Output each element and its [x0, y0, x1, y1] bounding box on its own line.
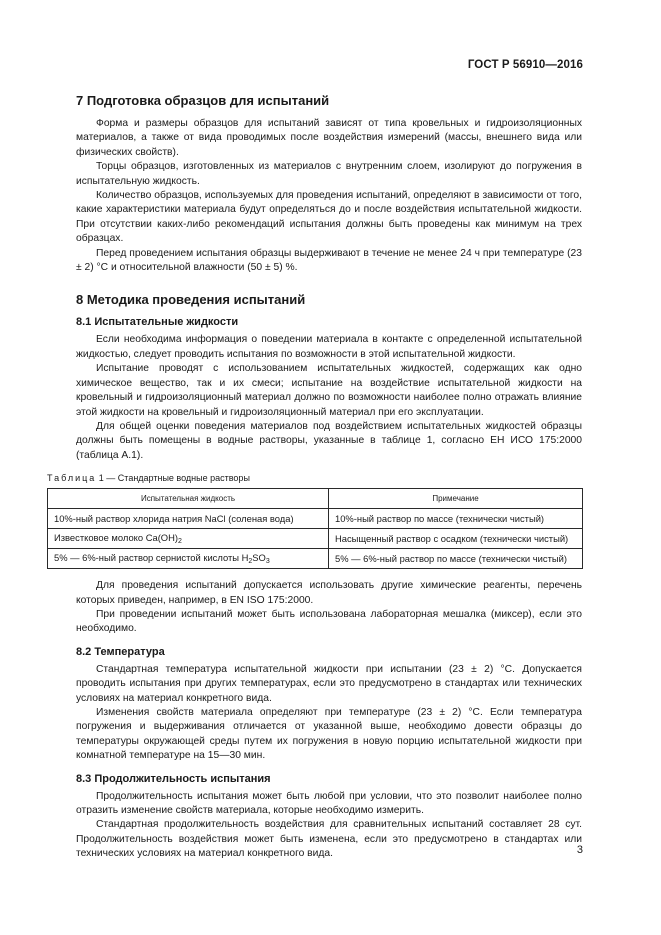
table-row: [48, 529, 583, 549]
paragraph: Перед проведением испытания образцы выдерживают в течение не менее 24 ч при температуре (23 ± 2) °С и относительной влажности (50 ± 5) %.: [76, 247, 582, 274]
table-row: [48, 509, 583, 529]
liquid-cell: 10%-ный раствор хлорида натрия NaCl (соленая вода): [48, 509, 329, 529]
paragraph: При проведении испытаний может быть использована лабораторная мешалка (миксер), если это необходимо.: [76, 608, 582, 635]
paragraph: Для общей оценки поведения материалов под воздействием испытательных жидкостей образцы должны быть помещены в водные растворы, указанные в таблице 1, согласно ЕН ИСО 175:2000 (таблица А.1).: [76, 420, 582, 461]
note-cell: 5% — 6%-ный раствор по массе (технически чистый): [329, 549, 583, 569]
note-cell: 10%-ный раствор по массе (технически чистый): [329, 509, 583, 529]
table-caption-label: Таблица: [47, 473, 97, 484]
column-header-note: Примечание: [329, 489, 583, 509]
standard-solutions-table: [47, 488, 583, 569]
table-row: [48, 549, 583, 569]
paragraph: Для проведения испытаний допускается использовать другие химические реагенты, перечень которых приведен, например, в EN ISO 175:2000.: [76, 580, 582, 606]
table-header-row: [48, 489, 583, 509]
paragraph: Если необходима информация о поведении материала в контакте с определенной испытательной жидкостью, следует проводить испытания по возможности в этой испытательной жидкости.: [76, 334, 582, 360]
liquid-cell: Известковое молоко $Ca(OH)_2$: [48, 529, 329, 549]
table-caption: [47, 473, 582, 483]
section-7-title: 7 Подготовка образцов для испытаний: [76, 93, 330, 108]
paragraph: Продолжительность испытания может быть любой при условии, что это позволит наиболее полно отразить изменение свойств материала, которые необходимо измерить.: [76, 790, 582, 816]
subsection-8-2-title: 8.2 Температура: [76, 645, 165, 658]
paragraph: Стандартная продолжительность воздействия для сравнительных испытаний составляет 28 сут. Продолжительность воздействия может быть изменена, если это предусмотрено в стандартах или технических условиях на материал конкретного вида.: [76, 819, 582, 860]
column-header-liquid: Испытательная жидкость: [48, 489, 329, 509]
table-caption-text: 1 — Стандартные водные растворы: [96, 473, 250, 484]
paragraph: Количество образцов, используемых для проведения испытаний, определяют в зависимости от того, какие характеристики материала будут определяться до и после воздействия испытательной жидкости. При отсутствии каких-либо рекомендаций испытания должны быть проведены как минимум на трех образцах.: [76, 190, 582, 245]
paragraph: Форма и размеры образцов для испытаний зависят от типа кровельных и гидроизоляционных материалов, а также от вида проводимых после воздействия измерений (массы, внешнего вида или физических свойств).: [76, 118, 582, 158]
subsection-8-3-title: 8.3 Продолжительность испытания: [76, 772, 271, 785]
section-8-title: 8 Методика проведения испытаний: [76, 292, 306, 308]
note-cell: Насыщенный раствор с осадком (технически чистый): [329, 529, 583, 549]
standard-code: ГОСТ Р 56910—2016: [467, 59, 583, 71]
paragraph: Испытание проводят с использованием испытательных жидкостей, содержащих как одно химическое вещество, так и их смеси; испытание на воздействие испытательной жидкости на кровельный и гидроизоляционный материал должно по возможности наиболее полно отражать влияние этой жидкости на кровельный и гидроизоляционный материал при его эксплуатации.: [76, 363, 582, 418]
paragraph: Стандартная температура испытательной жидкости при испытании (23 ± 2) °С. Допускается проводить испытания при других температурах, если это предусмотрено в стандартах или технических условиях на материал конкретного вида.: [76, 663, 582, 704]
subsection-8-1-title: 8.1 Испытательные жидкости: [76, 316, 239, 329]
page-content: [47, 93, 582, 862]
liquid-cell: 5% — 6%-ный раствор сернистой кислоты $H_2SO_3$: [48, 549, 329, 569]
paragraph: Торцы образцов, изготовленных из материалов с внутренним слоем, изолируют до погружения в испытательную жидкость.: [76, 161, 582, 187]
page-number: 3: [576, 844, 583, 856]
paragraph: Изменения свойств материала определяют при температуре (23 ± 2) °С. Если температура погружения и выдерживания отличается от указанной выше, необходимо довести образцы до температуры окружающей среды путем их погружения в новую порцию испытательной жидкости при комнатной температуре на 15—30 мин.: [76, 706, 582, 762]
